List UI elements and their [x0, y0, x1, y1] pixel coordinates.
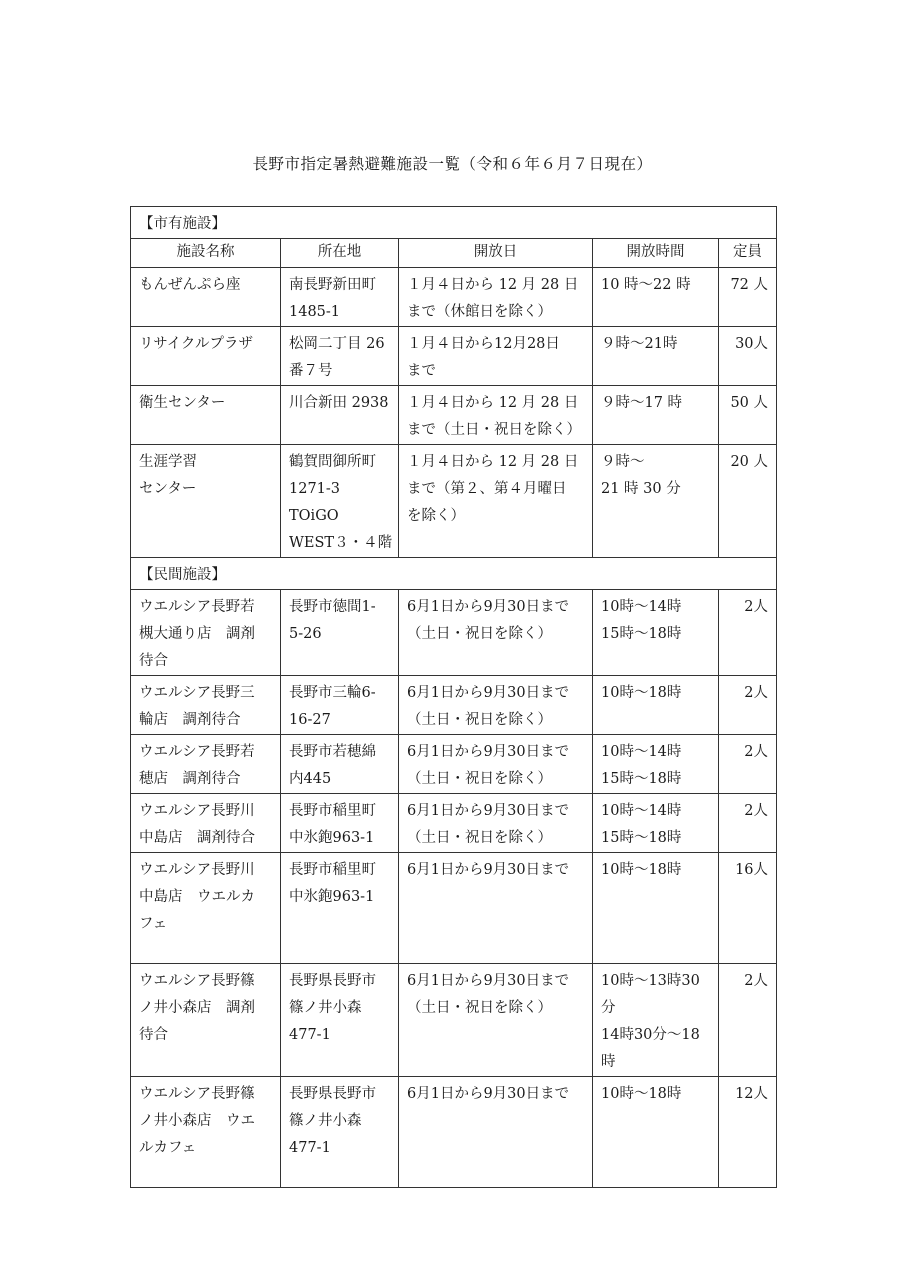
facility-name-line: 中島店 調剤待合	[139, 830, 255, 846]
facility-name-line: 衛生センター	[139, 395, 226, 411]
facility-name-line: ウエルシア長野若	[139, 744, 255, 760]
open-hours-cell	[593, 676, 719, 735]
open-hours-cell	[593, 268, 719, 327]
table-row	[131, 386, 777, 445]
address-line: 477-1	[289, 1027, 331, 1043]
section-label: 【市有施設】	[131, 207, 777, 239]
address-line: 1485-1	[289, 304, 341, 320]
open-hours-line: ９時～21時	[601, 336, 678, 352]
facility-name-line: ウエルシア長野篠	[139, 973, 255, 989]
open-days-line: まで	[407, 363, 436, 379]
capacity-cell: 2人	[719, 794, 777, 853]
open-days-line: まで（土日・祝日を除く）	[407, 422, 581, 438]
open-days-line: （土日・祝日を除く）	[407, 830, 552, 846]
facility-name-line: ウエルシア長野三	[139, 685, 255, 701]
column-header-row	[131, 239, 777, 268]
facility-name-line: 待合	[139, 1027, 168, 1043]
address-line: 篠ノ井小森	[289, 1000, 362, 1016]
facility-name-line: ウエルシア長野川	[139, 862, 255, 878]
open-days-line: まで（休館日を除く）	[407, 304, 552, 320]
open-days-cell	[399, 1077, 593, 1188]
address-line: 長野市徳間1-	[289, 599, 376, 615]
facility-name-cell	[131, 386, 281, 445]
facility-name-line: センター	[139, 481, 197, 497]
address-cell	[281, 1077, 399, 1188]
capacity-cell: 30人	[719, 327, 777, 386]
address-line: 長野市稲里町	[289, 862, 376, 878]
address-line: 篠ノ井小森	[289, 1113, 362, 1129]
open-days-line: 6月1日から9月30日まで	[407, 803, 570, 819]
address-line: 長野市若穂綿	[289, 744, 376, 760]
address-cell	[281, 327, 399, 386]
facility-name-cell	[131, 735, 281, 794]
address-line: 1271-3	[289, 481, 341, 497]
address-line: 長野県長野市	[289, 1086, 376, 1102]
address-cell	[281, 794, 399, 853]
facility-name-line: もんぜんぷら座	[139, 277, 241, 293]
facility-name-cell	[131, 676, 281, 735]
section-header-row	[131, 207, 777, 239]
table-row	[131, 268, 777, 327]
address-line: 内445	[289, 771, 332, 787]
capacity-cell: 2人	[719, 735, 777, 794]
open-days-cell	[399, 964, 593, 1077]
facility-name-line: 槻大通り店 調剤	[139, 626, 255, 642]
open-days-cell	[399, 445, 593, 558]
table-row	[131, 327, 777, 386]
open-hours-line: 14時30分～18	[601, 1027, 700, 1043]
header-open-days: 開放日	[399, 239, 593, 268]
address-cell	[281, 676, 399, 735]
facility-name-line: ウエルシア長野若	[139, 599, 255, 615]
open-days-line: 6月1日から9月30日まで	[407, 599, 570, 615]
table-row	[131, 590, 777, 676]
open-hours-line: 10 時～22 時	[601, 277, 691, 293]
address-cell	[281, 735, 399, 794]
open-hours-cell	[593, 794, 719, 853]
facility-name-cell	[131, 268, 281, 327]
address-line: 松岡二丁目 26	[289, 336, 385, 352]
address-cell	[281, 386, 399, 445]
header-capacity: 定員	[719, 239, 777, 268]
capacity-cell: 2人	[719, 964, 777, 1077]
address-line: 中氷鉋963-1	[289, 830, 375, 846]
document-title: 長野市指定暑熱避難施設一覧（令和６年６月７日現在）	[252, 155, 653, 173]
open-days-cell	[399, 268, 593, 327]
address-line: TOiGO	[289, 508, 339, 524]
section-header-row	[131, 558, 777, 590]
facility-table	[130, 206, 777, 1188]
facility-name-cell	[131, 327, 281, 386]
open-days-cell	[399, 676, 593, 735]
address-line: 南長野新田町	[289, 277, 376, 293]
capacity-cell: 2人	[719, 676, 777, 735]
address-line: 長野市稲里町	[289, 803, 376, 819]
open-days-cell	[399, 327, 593, 386]
open-hours-line: 15時～18時	[601, 830, 682, 846]
capacity-cell: 50 人	[719, 386, 777, 445]
address-cell	[281, 853, 399, 964]
table-row	[131, 735, 777, 794]
open-days-line: １月４日から 12 月 28 日	[407, 395, 579, 411]
address-line: 16-27	[289, 712, 331, 728]
table-row	[131, 676, 777, 735]
facility-name-line: ノ井小森店 調剤	[139, 1000, 255, 1016]
address-line: 鶴賀問御所町	[289, 454, 376, 470]
open-hours-line: 10時～18時	[601, 1086, 682, 1102]
address-cell	[281, 268, 399, 327]
facility-name-line: リサイクルプラザ	[139, 336, 253, 352]
capacity-cell: 2人	[719, 590, 777, 676]
open-hours-cell	[593, 590, 719, 676]
facility-name-line: ウエルシア長野川	[139, 803, 255, 819]
facility-name-cell	[131, 964, 281, 1077]
facility-name-line: 中島店 ウエルカ	[139, 889, 255, 905]
facility-name-cell	[131, 445, 281, 558]
facility-name-cell	[131, 590, 281, 676]
header-open-hours: 開放時間	[593, 239, 719, 268]
address-cell	[281, 590, 399, 676]
open-hours-line: 15時～18時	[601, 626, 682, 642]
open-days-line: １月４日から 12 月 28 日	[407, 454, 579, 470]
facility-name-cell	[131, 794, 281, 853]
open-hours-cell	[593, 964, 719, 1077]
open-hours-line: 10時～14時	[601, 599, 682, 615]
header-facility-name: 施設名称	[131, 239, 281, 268]
table-row	[131, 853, 777, 964]
facility-name-cell	[131, 1077, 281, 1188]
facility-name-line: 待合	[139, 653, 168, 669]
open-days-line: （土日・祝日を除く）	[407, 771, 552, 787]
open-hours-cell	[593, 445, 719, 558]
facility-name-line: ルカフェ	[139, 1140, 197, 1156]
open-days-line: （土日・祝日を除く）	[407, 626, 552, 642]
facility-name-line: 穂店 調剤待合	[139, 771, 241, 787]
open-hours-cell	[593, 327, 719, 386]
section-label: 【民間施設】	[131, 558, 777, 590]
header-address: 所在地	[281, 239, 399, 268]
open-hours-line: 10時～18時	[601, 685, 682, 701]
facility-name-line: ノ井小森店 ウエ	[139, 1113, 255, 1129]
open-days-cell	[399, 386, 593, 445]
open-hours-cell	[593, 735, 719, 794]
facility-name-line: フェ	[139, 916, 168, 932]
capacity-cell: 20 人	[719, 445, 777, 558]
capacity-cell: 72 人	[719, 268, 777, 327]
table-row	[131, 1077, 777, 1188]
open-days-line: まで（第２、第４月曜日	[407, 481, 567, 497]
open-days-line: 6月1日から9月30日まで	[407, 973, 570, 989]
capacity-cell: 16人	[719, 853, 777, 964]
open-hours-cell	[593, 853, 719, 964]
facility-name-line: ウエルシア長野篠	[139, 1086, 255, 1102]
address-line: 477-1	[289, 1140, 331, 1156]
address-line: WEST３・４階	[289, 535, 393, 551]
address-line: 長野県長野市	[289, 973, 376, 989]
facility-name-line: 輪店 調剤待合	[139, 712, 241, 728]
open-days-line: を除く）	[407, 508, 465, 524]
open-hours-line: 時	[601, 1054, 616, 1070]
table-row	[131, 794, 777, 853]
open-days-cell	[399, 590, 593, 676]
address-line: 番７号	[289, 363, 333, 379]
facility-name-line: 生涯学習	[139, 454, 197, 470]
open-hours-line: 10時～14時	[601, 803, 682, 819]
open-hours-line: ９時～	[601, 454, 645, 470]
open-days-line: １月４日から 12 月 28 日	[407, 277, 579, 293]
address-cell	[281, 964, 399, 1077]
table-row	[131, 964, 777, 1077]
open-hours-cell	[593, 1077, 719, 1188]
open-days-line: （土日・祝日を除く）	[407, 1000, 552, 1016]
table-row	[131, 445, 777, 558]
open-hours-line: ９時～17 時	[601, 395, 683, 411]
address-cell	[281, 445, 399, 558]
address-line: 5-26	[289, 626, 322, 642]
open-hours-cell	[593, 386, 719, 445]
open-days-cell	[399, 853, 593, 964]
capacity-cell: 12人	[719, 1077, 777, 1188]
open-days-line: 6月1日から9月30日まで	[407, 744, 570, 760]
facility-name-cell	[131, 853, 281, 964]
open-days-line: １月４日から12月28日	[407, 336, 560, 352]
open-days-line: 6月1日から9月30日まで	[407, 862, 570, 878]
open-hours-line: 10時～13時30	[601, 973, 700, 989]
open-days-cell	[399, 735, 593, 794]
open-hours-line: 分	[601, 1000, 616, 1016]
address-line: 川合新田 2938	[289, 395, 389, 411]
open-hours-line: 10時～18時	[601, 862, 682, 878]
open-days-cell	[399, 794, 593, 853]
open-hours-line: 21 時 30 分	[601, 481, 681, 497]
open-days-line: 6月1日から9月30日まで	[407, 1086, 570, 1102]
address-line: 中氷鉋963-1	[289, 889, 375, 905]
open-days-line: 6月1日から9月30日まで	[407, 685, 570, 701]
open-days-line: （土日・祝日を除く）	[407, 712, 552, 728]
open-hours-line: 15時～18時	[601, 771, 682, 787]
address-line: 長野市三輪6-	[289, 685, 376, 701]
open-hours-line: 10時～14時	[601, 744, 682, 760]
